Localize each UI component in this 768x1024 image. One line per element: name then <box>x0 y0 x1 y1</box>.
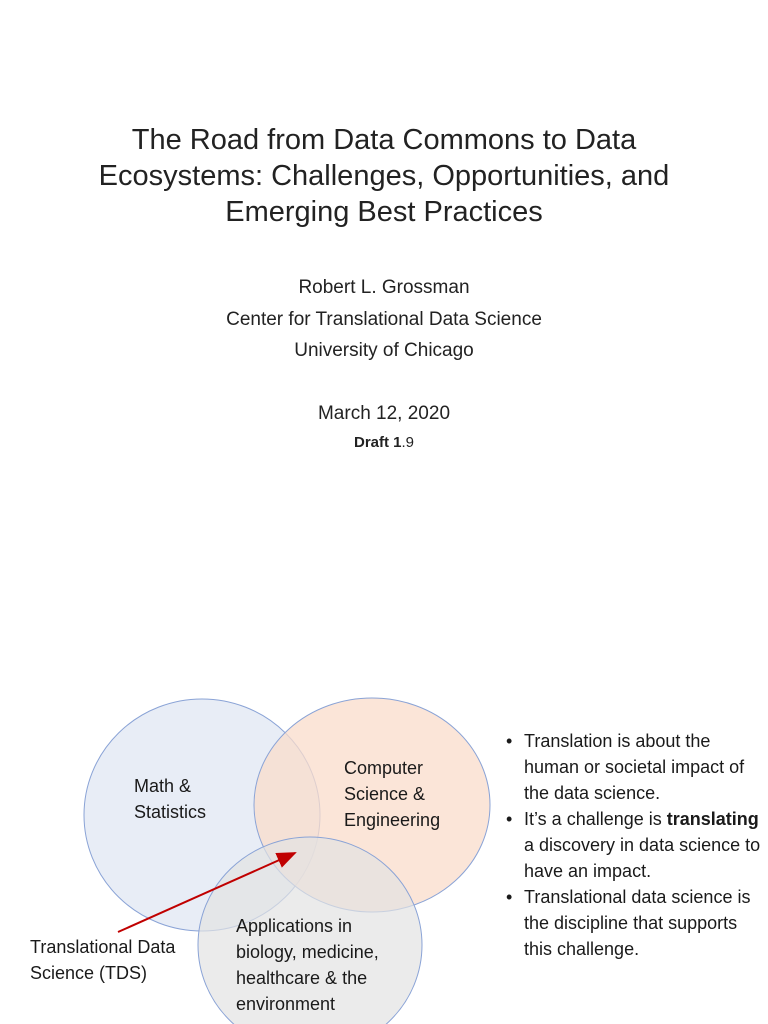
bullet-text: It’s a challenge is <box>524 809 667 829</box>
tds-label: Translational Data Science (TDS) <box>30 937 176 983</box>
presentation-date: March 12, 2020 <box>317 403 451 424</box>
draft-label: Draft 1 <box>353 434 402 451</box>
bullet-bold-text: translating <box>666 809 759 829</box>
bullet-item <box>502 806 764 884</box>
apps-label: Applications in biology, medicine, healthcare & the environment <box>236 916 379 1014</box>
draft-version <box>0 434 768 451</box>
slide-title <box>60 122 708 230</box>
math-label: Math & Statistics <box>134 776 207 822</box>
bullet-text: a discovery in data science to have an impact. <box>524 835 761 881</box>
author-name: Robert L. Grossman <box>298 277 470 298</box>
venn-slide <box>0 560 768 1024</box>
bullet-item <box>502 884 764 962</box>
draft-number: .9 <box>401 434 415 451</box>
bullet-list <box>502 728 764 962</box>
title-line-2: Ecosystems: Challenges, Opportunities, and <box>98 160 670 192</box>
bullet-text: Translation is about the human or societal impact of the data science. <box>524 731 745 803</box>
bullet-item <box>502 728 764 806</box>
author-university: University of Chicago <box>294 340 474 361</box>
bullet-text: Translational data science is the discipline that supports this challenge. <box>524 887 751 959</box>
cs-label: Computer Science & Engineering <box>344 758 441 830</box>
title-line-3: Emerging Best Practices <box>225 196 543 228</box>
title-line-1: The Road from Data Commons to Data <box>131 124 637 156</box>
author-center: Center for Translational Data Science <box>226 309 542 330</box>
